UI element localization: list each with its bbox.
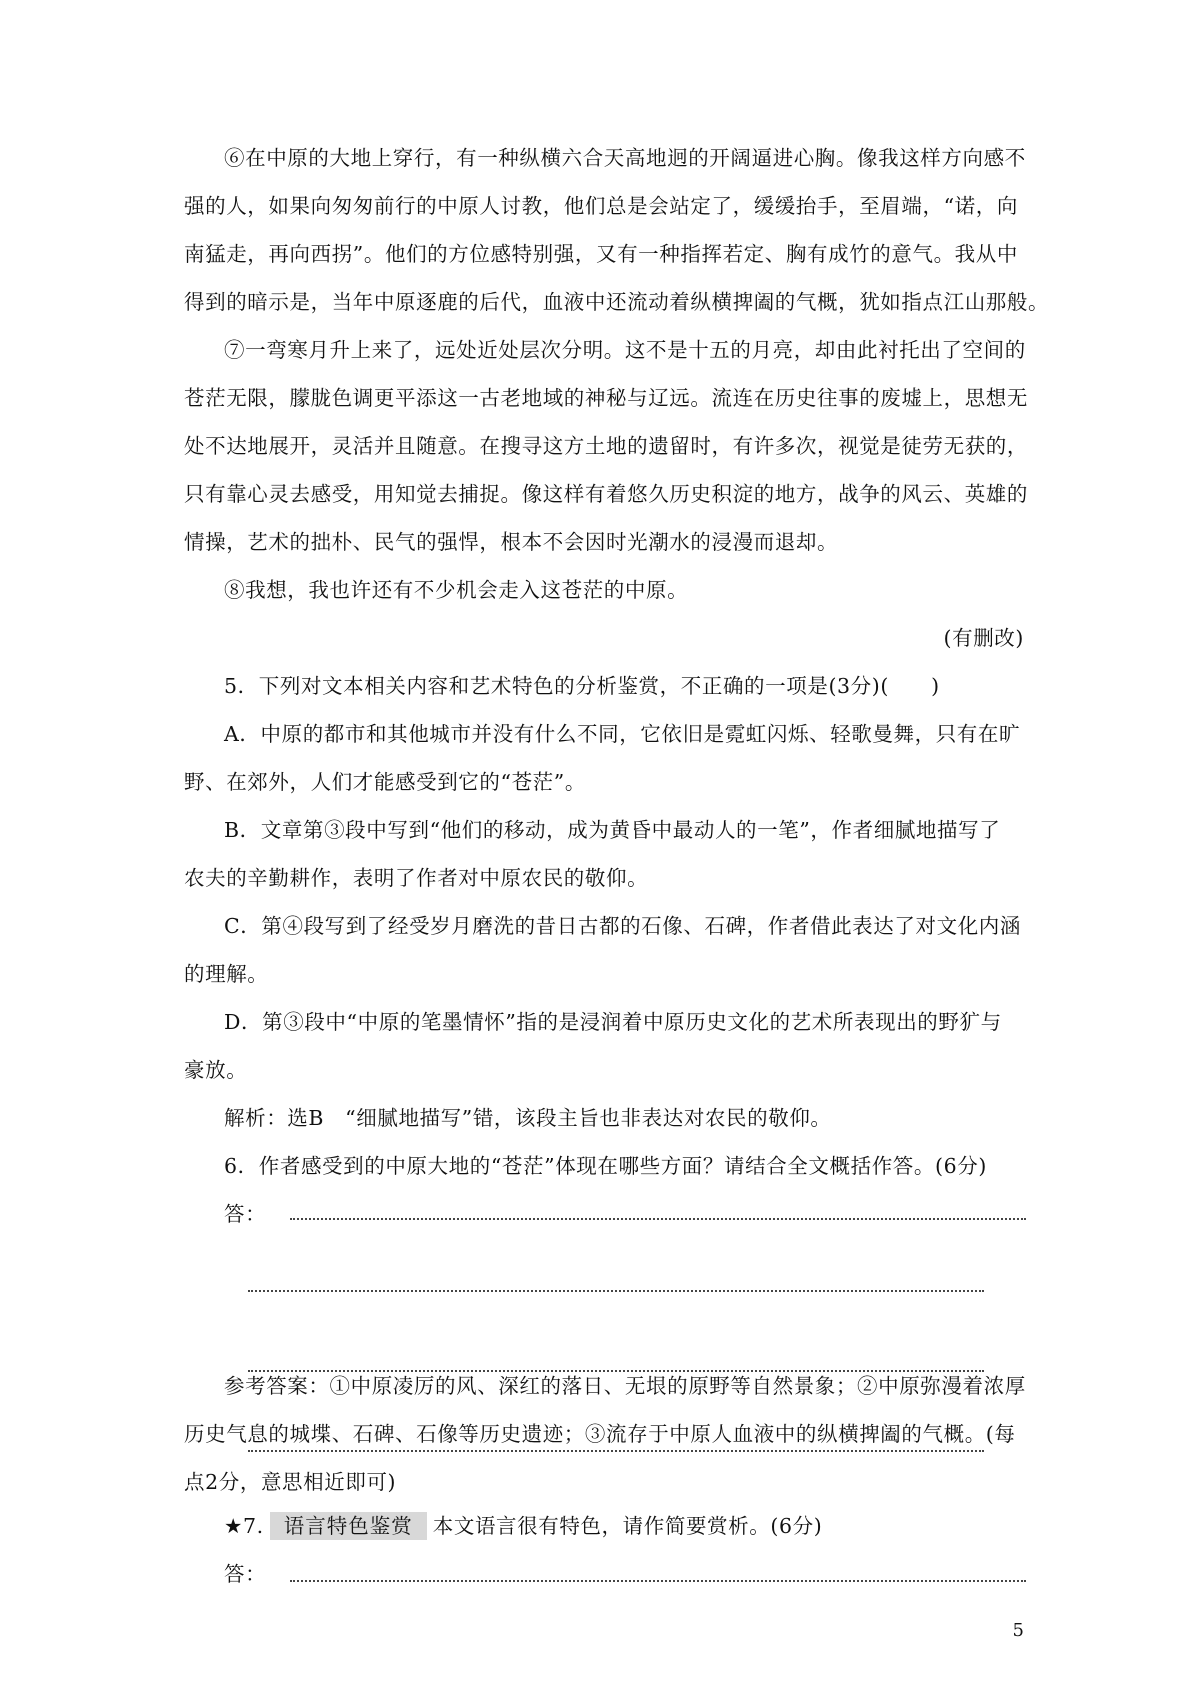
q5-option-a-line-2: 野、在郊外，人们才能感受到它的“苍茫”。 [184,770,586,794]
q7-stem: 本文语言很有特色，请作简要赏析。(6分) [432,1514,823,1538]
q6-answer-label: 答： [224,1202,267,1226]
passage-p7-line-1: ⑦一弯寒月升上来了，远处近处层次分明。这不是十五的月亮，却由此衬托出了空间的 [224,338,1026,362]
q7-row [224,1512,822,1540]
q5-option-c-line-2: 的理解。 [184,962,269,986]
passage-p7-line-2: 苍茫无限，朦胧色调更平添这一古老地域的神秘与辽远。流连在历史往事的废墟上，思想无 [184,386,1028,410]
q6-answer-line-4[interactable] [248,1450,984,1452]
q7-answer-label: 答： [224,1562,267,1586]
q7-topic-badge: 语言特色鉴赏 [270,1512,427,1540]
q5-option-b-line-1: B．文章第③段中写到“他们的移动，成为黄昏中最动人的一笔”，作者细腻地描写了 [224,818,1001,842]
q5-option-b-line-2: 农夫的辛勤耕作，表明了作者对中原农民的敬仰。 [184,866,649,890]
q6-reference-line-1: 参考答案：①中原凌厉的风、深红的落日、无垠的原野等自然景象；②中原弥漫着浓厚 [224,1374,1026,1398]
q6-reference-line-3: 点2分，意思相近即可) [184,1470,397,1494]
passage-p6-line-4: 得到的暗示是，当年中原逐鹿的后代，血液中还流动着纵横捭阖的气概，犹如指点江山那般。 [184,290,1050,314]
q5-option-d-line-2: 豪放。 [184,1058,248,1082]
passage-p7-line-4: 只有靠心灵去感受，用知觉去捕捉。像这样有着悠久历史积淀的地方，战争的风云、英雄的 [184,482,1028,506]
page-number: 5 [1012,1620,1024,1641]
passage-p6-line-3: 南猛走，再向西拐”。他们的方位感特别强，又有一种指挥若定、胸有成竹的意气。我从中 [184,242,1018,266]
q7-number: ★7. [224,1514,264,1538]
q5-stem: 5．下列对文本相关内容和艺术特色的分析鉴赏，不正确的一项是(3分)( ) [224,674,940,698]
q6-reference-line-2: 历史气息的城堞、石碑、石像等历史遗迹；③流存于中原人血液中的纵横捭阖的气概。(每 [184,1422,1016,1446]
q6-stem: 6．作者感受到的中原大地的“苍茫”体现在哪些方面？请结合全文概括作答。(6分) [224,1154,987,1178]
passage-p7-line-3: 处不达地展开，灵活并且随意。在搜寻这方土地的遗留时，有许多次，视觉是徒劳无获的， [184,434,1028,458]
q5-analysis: 解析：选B “细腻地描写”错，该段主旨也非表达对农民的敬仰。 [224,1106,832,1130]
passage-p7-line-5: 情操，艺术的拙朴、民气的强悍，根本不会因时光潮水的浸漫而退却。 [184,530,839,554]
q5-option-a-line-1: A．中原的都市和其他城市并没有什么不同，它依旧是霓虹闪烁、轻歌曼舞，只有在旷 [224,722,1021,746]
q5-option-c-line-1: C．第④段写到了经受岁月磨洗的昔日古都的石像、石碑，作者借此表达了对文化内涵 [224,914,1021,938]
q6-answer-line-1[interactable] [290,1218,1026,1220]
q5-option-d-line-1: D．第③段中“中原的笔墨情怀”指的是浸润着中原历史文化的艺术所表现出的野犷与 [224,1010,1002,1034]
source-note: (有删改) [943,626,1024,650]
q6-answer-line-2[interactable] [248,1290,984,1292]
passage-p8: ⑧我想，我也许还有不少机会走入这苍茫的中原。 [224,578,689,602]
q7-answer-line[interactable] [290,1580,1026,1582]
passage-p6-line-2: 强的人，如果向匆匆前行的中原人讨教，他们总是会站定了，缓缓抬手，至眉端，“诺，向 [184,194,1018,218]
passage-p6-line-1: ⑥在中原的大地上穿行，有一种纵横六合天高地迥的开阔逼进心胸。像我这样方向感不 [224,146,1026,170]
